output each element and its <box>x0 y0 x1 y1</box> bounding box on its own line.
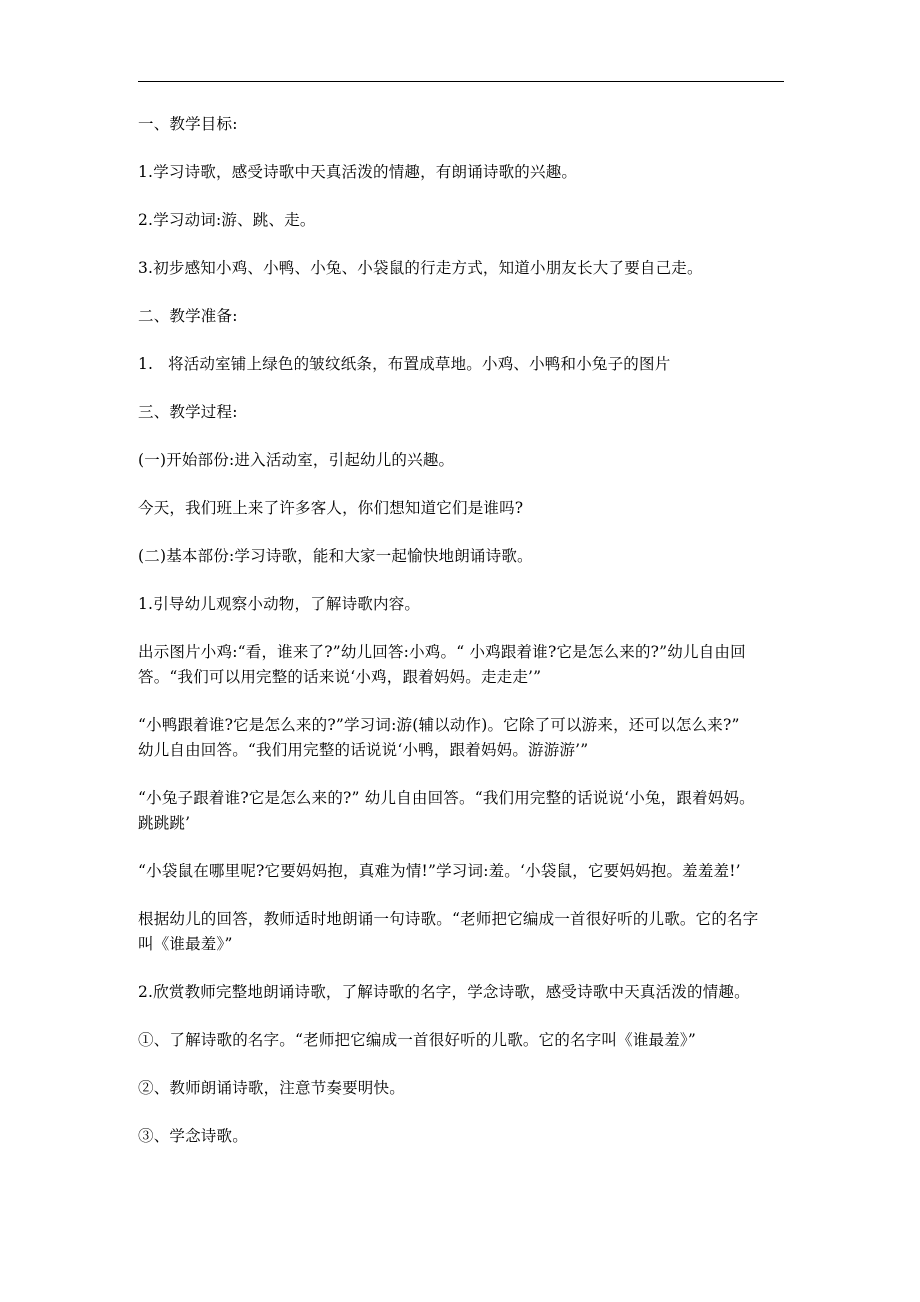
rabbit-line-1: “小兔子跟着谁?它是怎么来的?” 幼儿自由回答。“我们用完整的话说说‘小兔，跟着妈妈。 <box>138 789 755 807</box>
sub-item-3: ③、学念诗歌。 <box>138 1127 248 1145</box>
rabbit-paragraph <box>138 786 788 836</box>
duck-paragraph <box>138 713 788 763</box>
intro-paragraph: 今天，我们班上来了许多客人，你们想知道它们是谁吗? <box>138 499 524 517</box>
chick-line-1: 出示图片小鸡:“看，谁来了?”幼儿回答:小鸡。“ 小鸡跟着谁?它是怎么来的?”幼儿自由回 <box>138 643 746 661</box>
section-title-preparation: 二、教学准备: <box>138 307 238 325</box>
rabbit-line-2: 跳跳跳’ <box>138 814 191 832</box>
kangaroo-paragraph: “小袋鼠在哪里呢?它要妈妈抱，真难为情!”学习词:羞。‘小袋鼠，它要妈妈抱。羞羞羞!’ <box>138 862 741 880</box>
goal-item-3: 3.初步感知小鸡、小鸭、小兔、小袋鼠的行走方式，知道小朋友长大了要自己走。 <box>138 259 703 277</box>
step-1: 1.引导幼儿观察小动物，了解诗歌内容。 <box>138 595 421 613</box>
duck-line-1: “小鸭跟着谁?它是怎么来的?”学习词:游(辅以动作)。它除了可以游来，还可以怎么来?” <box>138 716 740 734</box>
prep-item-number: 1. <box>138 355 154 373</box>
recite-paragraph <box>138 907 788 957</box>
chick-paragraph <box>138 640 788 690</box>
chick-line-2: 答。“我们可以用完整的话来说‘小鸡，跟着妈妈。走走走’” <box>138 668 542 686</box>
header-rule <box>138 81 784 82</box>
process-part-1: (一)开始部份:进入活动室，引起幼儿的兴趣。 <box>138 451 455 469</box>
document-body <box>138 112 788 1149</box>
goal-item-2: 2.学习动词:游、跳、走。 <box>138 211 316 229</box>
step-2: 2.欣赏教师完整地朗诵诗歌，了解诗歌的名字，学念诗歌，感受诗歌中天真活泼的情趣。 <box>138 983 750 1001</box>
section-title-process: 三、教学过程: <box>138 403 238 421</box>
duck-line-2: 幼儿自由回答。“我们用完整的话说说‘小鸭，跟着妈妈。游游游’” <box>138 741 589 759</box>
prep-item-text: 将活动室铺上绿色的皱纹纸条，布置成草地。小鸡、小鸭和小兔子的图片 <box>168 355 671 373</box>
goal-item-1: 1.学习诗歌，感受诗歌中天真活泼的情趣，有朗诵诗歌的兴趣。 <box>138 163 578 181</box>
recite-line-1: 根据幼儿的回答，教师适时地朗诵一句诗歌。“老师把它编成一首很好听的儿歌。它的名字 <box>138 910 759 928</box>
sub-item-2: ②、教师朗诵诗歌，注意节奏要明快。 <box>138 1079 405 1097</box>
process-part-2: (二)基本部份:学习诗歌，能和大家一起愉快地朗诵诗歌。 <box>138 547 533 565</box>
section-title-goals: 一、教学目标: <box>138 115 238 133</box>
sub-item-1: ①、了解诗歌的名字。“老师把它编成一首很好听的儿歌。它的名字叫《谁最羞》” <box>138 1031 697 1049</box>
recite-line-2: 叫《谁最羞》” <box>138 935 233 953</box>
prep-item-1 <box>138 352 788 377</box>
